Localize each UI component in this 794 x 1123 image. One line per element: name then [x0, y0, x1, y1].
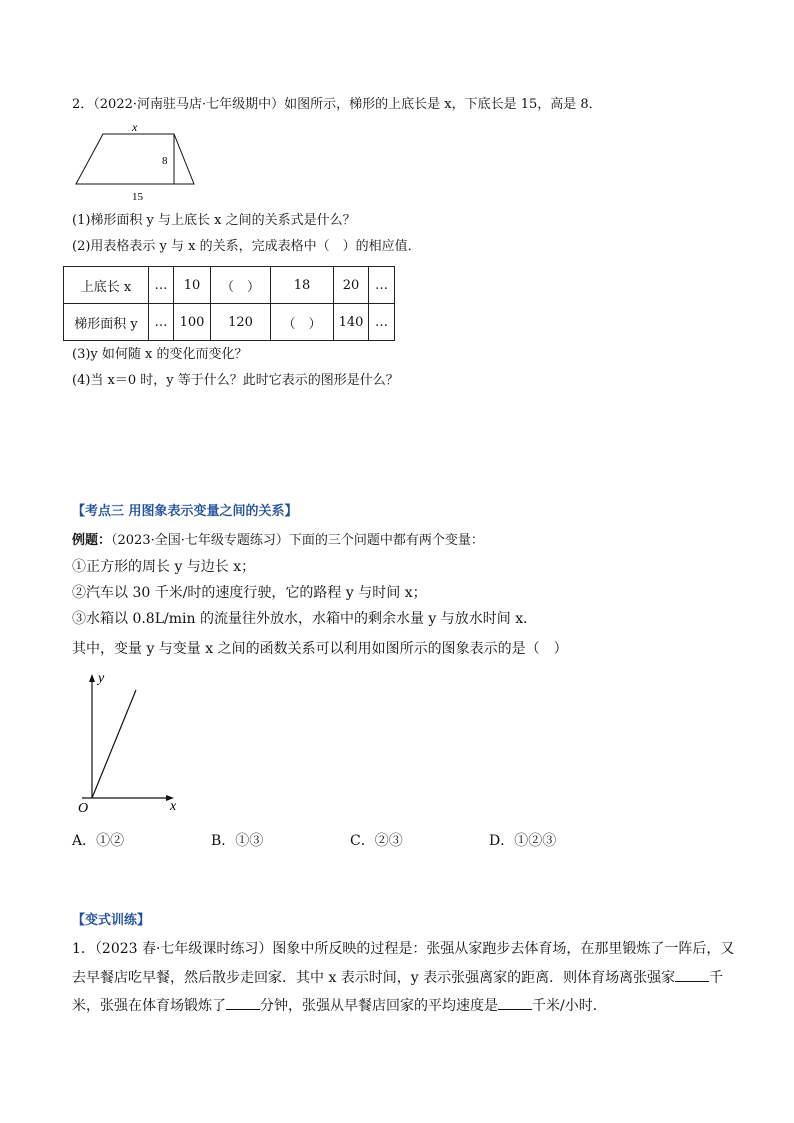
option-b[interactable]	[211, 830, 263, 850]
item-2: ②汽车以 30 千米/时的速度行驶，它的路程 y 与时间 x；	[72, 585, 427, 601]
y-axis-label: y	[98, 671, 105, 686]
example-label: 例题：	[72, 533, 112, 548]
trapezoid-shape	[76, 134, 194, 184]
table-cell: （ ）	[211, 267, 271, 304]
q2-sub1: (1)梯形面积 y 与上底长 x 之间的关系式是什么？	[72, 213, 356, 228]
table-cell: …	[369, 267, 395, 304]
option-text: ①②③	[514, 833, 557, 849]
trapezoid-height-label: 8	[162, 155, 168, 167]
trapezoid-bottom-label: 15	[132, 191, 143, 203]
answer-blank-distance[interactable]	[675, 968, 709, 982]
variant-line-2-text: 去早餐店吃早餐，然后散步走回家．其中 x 表示时间，y 表示张强离家的距离．则体育场离张强家	[72, 970, 676, 986]
section-heading-variant: 【变式训练】	[72, 913, 151, 928]
table-row	[64, 267, 395, 304]
item-1: ①正方形的周长 y 与边长 x；	[72, 559, 256, 575]
option-letter: C．	[350, 833, 375, 849]
option-text: ①③	[235, 833, 264, 849]
item-3: ③水箱以 0.8L/min 的流量往外放水，水箱中的剩余水量 y 与放水时间 x．	[72, 611, 538, 627]
variant-line-3-b: 分钟，张强从早餐店回家的平均速度是	[260, 998, 498, 1014]
option-d[interactable]	[489, 830, 556, 850]
origin-label: O	[78, 801, 89, 816]
table-cell: 梯形面积 y	[64, 304, 149, 341]
answer-blank-minutes[interactable]	[226, 996, 260, 1010]
table-cell: 18	[271, 267, 334, 304]
section-heading-kd3: 【考点三 用图象表示变量之间的关系】	[72, 504, 298, 519]
variant-line-3	[72, 996, 607, 1015]
value-table	[63, 266, 395, 341]
variant-line-2-end: 千	[709, 970, 724, 986]
table-cell: （ ）	[271, 304, 334, 341]
table-cell: 120	[211, 304, 271, 341]
q2-title: 2．（2022·河南驻马店·七年级期中）如图所示，梯形的上底长是 x，下底长是 15，高是 8．	[72, 97, 602, 112]
option-letter: B．	[211, 833, 236, 849]
table-cell: …	[149, 304, 174, 341]
option-text: ①②	[96, 833, 125, 849]
example-question: 其中，变量 y 与变量 x 之间的函数关系可以利用如图所示的图象表示的是（ ）	[72, 641, 568, 657]
y-axis-arrow	[89, 674, 95, 682]
x-axis-label: x	[170, 799, 177, 814]
table-cell: …	[149, 267, 174, 304]
function-graph	[70, 668, 190, 818]
option-letter: D．	[489, 833, 515, 849]
option-a[interactable]	[72, 830, 124, 850]
trapezoid-top-label: x	[132, 120, 138, 134]
table-cell: 140	[334, 304, 369, 341]
variant-line-1: 1．（2023 春·七年级课时练习）图象中所反映的过程是：张强从家跑步去体育场，在那里锻炼了一阵后，又	[72, 941, 735, 957]
variant-line-3-a: 米，张强在体育场锻炼了	[72, 998, 226, 1014]
answer-blank-speed[interactable]	[498, 996, 532, 1010]
graph-line	[92, 690, 136, 798]
trapezoid-figure	[70, 118, 210, 203]
q2-sub4: (4)当 x＝0 时，y 等于什么？此时它表示的图形是什么？	[72, 373, 399, 388]
option-c[interactable]	[350, 830, 403, 850]
example-source: （2023·全国·七年级专题练习）下面的三个问题中都有两个变量：	[111, 533, 484, 548]
option-letter: A．	[72, 833, 97, 849]
table-cell: 100	[174, 304, 211, 341]
variant-line-2	[72, 968, 723, 987]
table-cell: 上底长 x	[64, 267, 149, 304]
option-text: ②③	[374, 833, 403, 849]
table-cell: 10	[174, 267, 211, 304]
table-row	[64, 304, 395, 341]
example-intro	[72, 532, 484, 550]
variant-line-3-c: 千米/小时．	[532, 998, 607, 1014]
q2-sub3: (3)y 如何随 x 的变化而变化？	[72, 347, 248, 362]
q2-sub2: (2)用表格表示 y 与 x 的关系，完成表格中（ ）的相应值．	[72, 239, 421, 254]
table-cell: 20	[334, 267, 369, 304]
table-cell: …	[369, 304, 395, 341]
